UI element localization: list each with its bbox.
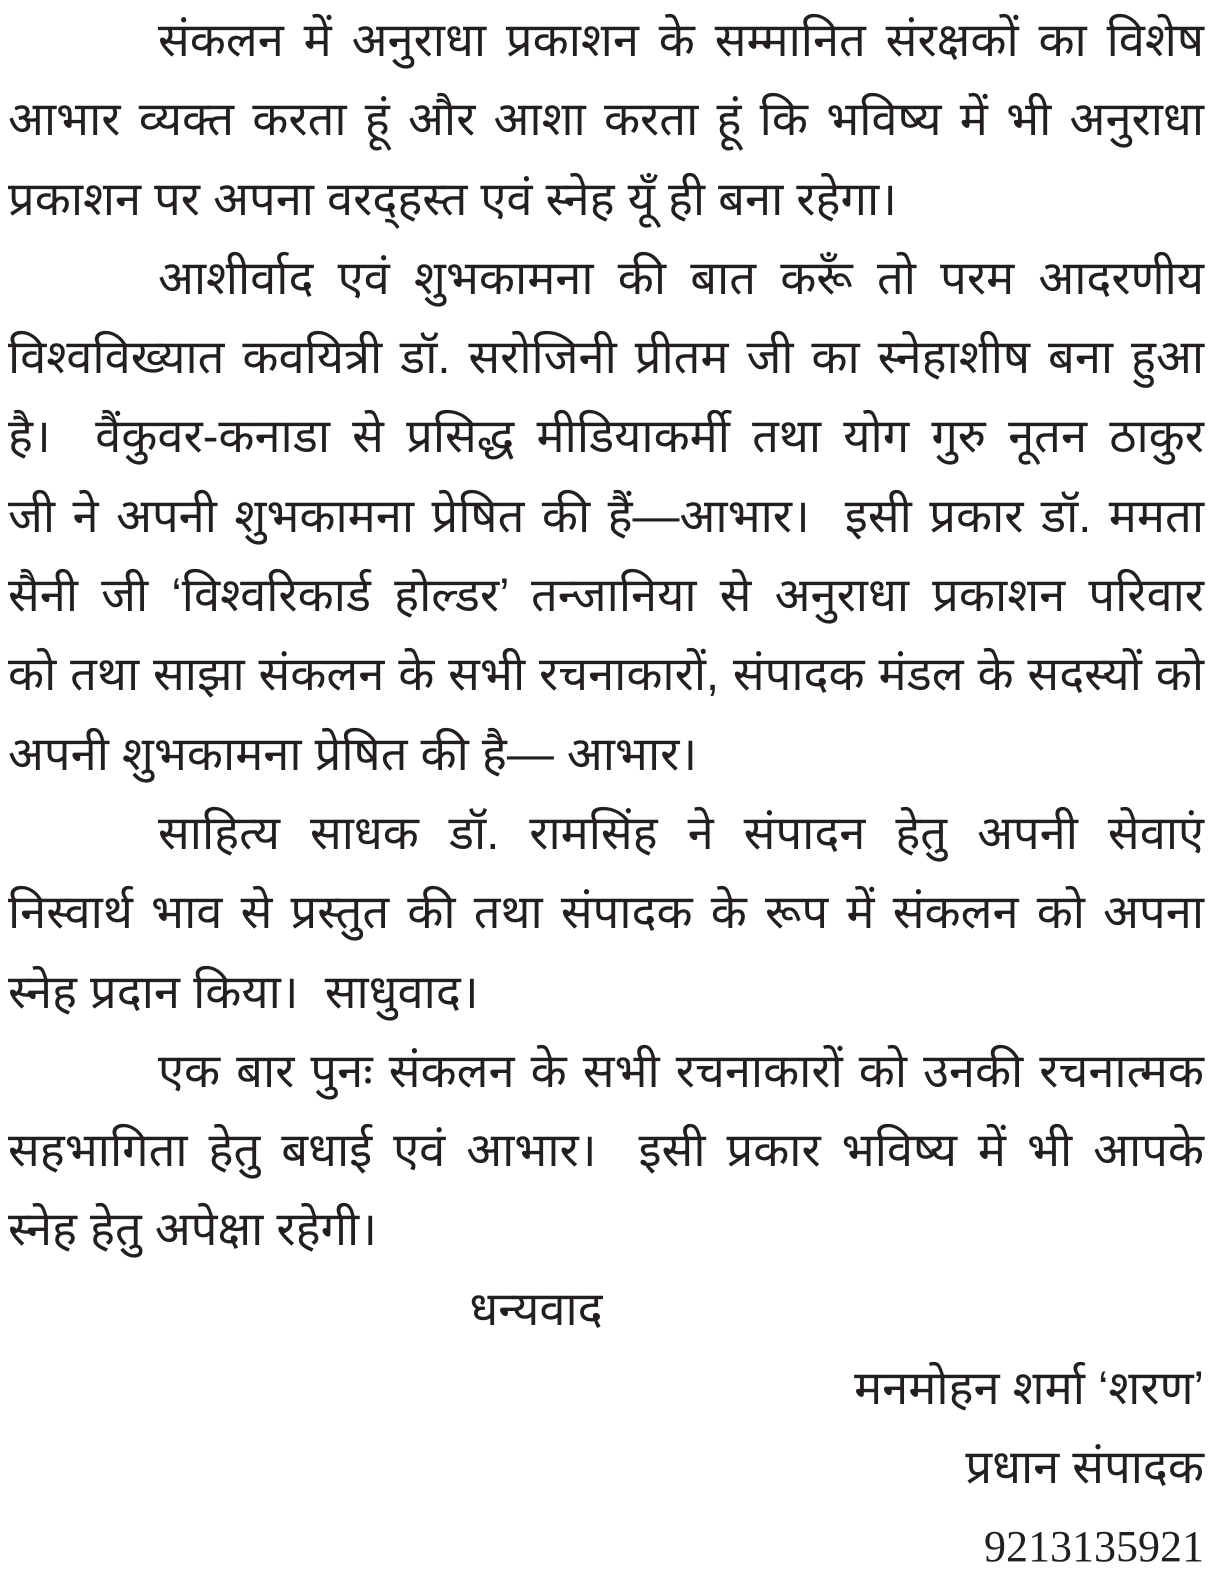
closing-thanks: धन्यवाद xyxy=(469,1281,603,1335)
text-line: है। वैंकुवर-कनाडा से प्रसिद्ध मीडियाकर्मी तथा योग गुरु नूतन ठाकुर xyxy=(8,409,1204,463)
text-line: जी ने अपनी शुभकामना प्रेषित की हैं—आभार। इसी प्रकार डॉ. ममता xyxy=(8,488,1204,542)
paragraph-editor-thanks xyxy=(8,793,1204,1031)
text-line: प्रकाशन पर अपना वरद्हस्त एवं स्नेह यूँ ही बना रहेगा। xyxy=(8,171,897,225)
paragraph-final-thanks xyxy=(8,1031,1204,1269)
paragraph-blessings xyxy=(8,238,1204,793)
text-line: एक बार पुनः संकलन के सभी रचनाकारों को उनकी रचनात्मक xyxy=(158,1043,1204,1097)
paragraph-gratitude-patrons xyxy=(8,0,1204,238)
text-line: निस्वार्थ भाव से प्रस्तुत की तथा संपादक के रूप में संकलन को अपना xyxy=(8,885,1204,939)
signature-title: प्रधान संपादक xyxy=(965,1440,1204,1494)
signature-name: मनमोहन शर्मा ‘शरण’ xyxy=(854,1361,1204,1415)
text-line: विश्वविख्यात कवयित्री डॉ. सरोजिनी प्रीतम जी का स्नेहाशीष बना हुआ xyxy=(8,330,1204,384)
text-line: साहित्य साधक डॉ. रामसिंह ने संपादन हेतु अपनी सेवाएं xyxy=(158,805,1204,859)
text-line: संकलन में अनुराधा प्रकाशन के सम्मानित संरक्षकों का विशेष xyxy=(158,13,1204,66)
text-line: सहभागिता हेतु बधाई एवं आभार। इसी प्रकार भविष्य में भी आपके xyxy=(8,1123,1204,1177)
text-line: स्नेह प्रदान किया। साधुवाद। xyxy=(8,964,479,1018)
text-line: को तथा साझा संकलन के सभी रचनाकारों, संपादक मंडल के सदस्यों को xyxy=(8,647,1204,701)
text-line: अपनी शुभकामना प्रेषित की है— आभार। xyxy=(8,726,698,780)
signature-block xyxy=(8,1348,1204,1586)
text-line: स्नेह हेतु अपेक्षा रहेगी। xyxy=(8,1202,378,1256)
text-line: सैनी जी ‘विश्वरिकार्ड होल्डर’ तन्जानिया से अनुराधा प्रकाशन परिवार xyxy=(8,568,1204,622)
text-line: आशीर्वाद एवं शुभकामना की बात करूँ तो परम आदरणीय xyxy=(158,250,1204,304)
document-page xyxy=(8,0,1204,1586)
text-line: आभार व्यक्त करता हूं और आशा करता हूं कि भविष्य में भी अनुराधा xyxy=(8,92,1204,146)
signature-phone: 9213135921 xyxy=(984,1521,1204,1571)
